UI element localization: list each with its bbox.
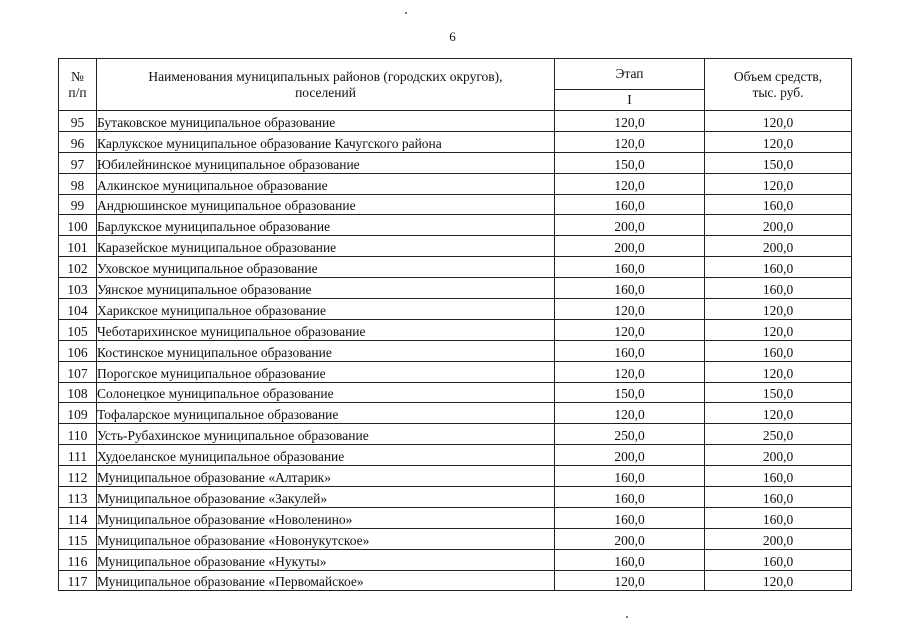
- row-volume-value: 120,0: [705, 570, 852, 591]
- row-number: 105: [59, 319, 97, 340]
- row-name: Харикское муниципальное образование: [97, 299, 555, 320]
- row-number: 102: [59, 257, 97, 278]
- row-volume-value: 160,0: [705, 278, 852, 299]
- row-number: 107: [59, 361, 97, 382]
- row-number: 114: [59, 507, 97, 528]
- row-etap-value: 150,0: [555, 152, 705, 173]
- table-row: [59, 111, 852, 132]
- row-name: Чеботарихинское муниципальное образование: [97, 319, 555, 340]
- table-row: [59, 403, 852, 424]
- row-number: 116: [59, 549, 97, 570]
- table-row: [59, 340, 852, 361]
- row-volume-value: 120,0: [705, 111, 852, 132]
- row-name: Муниципальное образование «Первомайское»: [97, 570, 555, 591]
- row-name: Алкинское муниципальное образование: [97, 173, 555, 194]
- table-row: [59, 278, 852, 299]
- table-row: [59, 424, 852, 445]
- row-volume-value: 160,0: [705, 507, 852, 528]
- table-row: [59, 215, 852, 236]
- table-row: [59, 173, 852, 194]
- page-number: 6: [449, 29, 456, 44]
- row-volume-value: 160,0: [705, 466, 852, 487]
- row-volume-value: 150,0: [705, 382, 852, 403]
- row-etap-value: 150,0: [555, 382, 705, 403]
- row-number: 109: [59, 403, 97, 424]
- row-etap-value: 160,0: [555, 340, 705, 361]
- table-row: [59, 570, 852, 591]
- row-name: Усть-Рубахинское муниципальное образование: [97, 424, 555, 445]
- row-etap-value: 120,0: [555, 570, 705, 591]
- row-volume-value: 200,0: [705, 236, 852, 257]
- row-etap-value: 120,0: [555, 131, 705, 152]
- row-etap-value: 160,0: [555, 466, 705, 487]
- row-name: Муниципальное образование «Новонукутское»: [97, 528, 555, 549]
- row-etap-value: 200,0: [555, 445, 705, 466]
- row-etap-value: 160,0: [555, 278, 705, 299]
- row-number: 106: [59, 340, 97, 361]
- row-etap-value: 160,0: [555, 507, 705, 528]
- row-number: 112: [59, 466, 97, 487]
- header-etap: Этап: [555, 59, 705, 90]
- row-number: 110: [59, 424, 97, 445]
- row-number: 115: [59, 528, 97, 549]
- row-number: 117: [59, 570, 97, 591]
- row-volume-value: 160,0: [705, 194, 852, 215]
- table-row: [59, 507, 852, 528]
- table-row: [59, 487, 852, 508]
- row-volume-value: 160,0: [705, 487, 852, 508]
- header-number-line1: №: [71, 68, 84, 84]
- row-number: 104: [59, 299, 97, 320]
- row-number: 95: [59, 111, 97, 132]
- row-name: Барлукское муниципальное образование: [97, 215, 555, 236]
- row-volume-value: 160,0: [705, 340, 852, 361]
- row-volume-value: 120,0: [705, 131, 852, 152]
- row-etap-value: 120,0: [555, 173, 705, 194]
- row-name: Бутаковское муниципальное образование: [97, 111, 555, 132]
- row-number: 96: [59, 131, 97, 152]
- row-etap-value: 120,0: [555, 361, 705, 382]
- row-etap-value: 200,0: [555, 528, 705, 549]
- scan-speck: [405, 12, 407, 14]
- row-name: Каразейское муниципальное образование: [97, 236, 555, 257]
- header-volume-line1: Объем средств,: [733, 68, 823, 84]
- table-row: [59, 131, 852, 152]
- table-header: [59, 59, 852, 111]
- row-etap-value: 120,0: [555, 111, 705, 132]
- row-volume-value: 200,0: [705, 445, 852, 466]
- row-name: Уховское муниципальное образование: [97, 257, 555, 278]
- row-volume-value: 160,0: [705, 257, 852, 278]
- row-volume-value: 120,0: [705, 173, 852, 194]
- row-name: Уянское муниципальное образование: [97, 278, 555, 299]
- table-row: [59, 445, 852, 466]
- row-number: 99: [59, 194, 97, 215]
- row-name: Юбилейнинское муниципальное образование: [97, 152, 555, 173]
- table-row: [59, 528, 852, 549]
- funding-table: [58, 58, 852, 591]
- row-etap-value: 200,0: [555, 215, 705, 236]
- row-number: 97: [59, 152, 97, 173]
- row-name: Худоеланское муниципальное образование: [97, 445, 555, 466]
- table-body: [59, 111, 852, 591]
- row-volume-value: 150,0: [705, 152, 852, 173]
- table-row: [59, 236, 852, 257]
- row-number: 111: [59, 445, 97, 466]
- row-volume-value: 120,0: [705, 319, 852, 340]
- row-name: Муниципальное образование «Нукуты»: [97, 549, 555, 570]
- row-volume-value: 200,0: [705, 215, 852, 236]
- row-volume-value: 160,0: [705, 549, 852, 570]
- row-etap-value: 250,0: [555, 424, 705, 445]
- table-row: [59, 466, 852, 487]
- row-name: Тофаларское муниципальное образование: [97, 403, 555, 424]
- row-name: Муниципальное образование «Алтарик»: [97, 466, 555, 487]
- row-name: Порогское муниципальное образование: [97, 361, 555, 382]
- row-etap-value: 120,0: [555, 299, 705, 320]
- row-name: Муниципальное образование «Закулей»: [97, 487, 555, 508]
- row-volume-value: 120,0: [705, 299, 852, 320]
- header-name-line2: поселений: [295, 84, 356, 100]
- row-name: Костинское муниципальное образование: [97, 340, 555, 361]
- table-row: [59, 194, 852, 215]
- row-name: Муниципальное образование «Новоленино»: [97, 507, 555, 528]
- row-number: 98: [59, 173, 97, 194]
- row-etap-value: 120,0: [555, 319, 705, 340]
- row-name: Андрюшинское муниципальное образование: [97, 194, 555, 215]
- row-number: 103: [59, 278, 97, 299]
- row-etap-value: 120,0: [555, 403, 705, 424]
- row-number: 100: [59, 215, 97, 236]
- table-row: [59, 361, 852, 382]
- row-number: 101: [59, 236, 97, 257]
- row-etap-value: 200,0: [555, 236, 705, 257]
- row-etap-value: 160,0: [555, 194, 705, 215]
- table-row: [59, 299, 852, 320]
- header-number-line2: п/п: [68, 84, 87, 100]
- row-volume-value: 120,0: [705, 403, 852, 424]
- scan-speck: [626, 616, 628, 618]
- row-etap-value: 160,0: [555, 549, 705, 570]
- header-volume: [705, 59, 852, 111]
- header-name: [97, 59, 555, 111]
- header-number: [59, 59, 97, 111]
- row-volume-value: 120,0: [705, 361, 852, 382]
- header-name-line1: Наименования муниципальных районов (городских округов),: [148, 68, 503, 84]
- row-volume-value: 250,0: [705, 424, 852, 445]
- row-etap-value: 160,0: [555, 487, 705, 508]
- row-volume-value: 200,0: [705, 528, 852, 549]
- row-name: Карлукское муниципальное образование Качугского района: [97, 131, 555, 152]
- table-row: [59, 319, 852, 340]
- table-row: [59, 382, 852, 403]
- header-etap-roman: I: [555, 90, 705, 111]
- row-number: 113: [59, 487, 97, 508]
- row-number: 108: [59, 382, 97, 403]
- table-row: [59, 257, 852, 278]
- header-volume-line2: тыс. руб.: [752, 84, 804, 100]
- table-row: [59, 152, 852, 173]
- table-row: [59, 549, 852, 570]
- row-name: Солонецкое муниципальное образование: [97, 382, 555, 403]
- row-etap-value: 160,0: [555, 257, 705, 278]
